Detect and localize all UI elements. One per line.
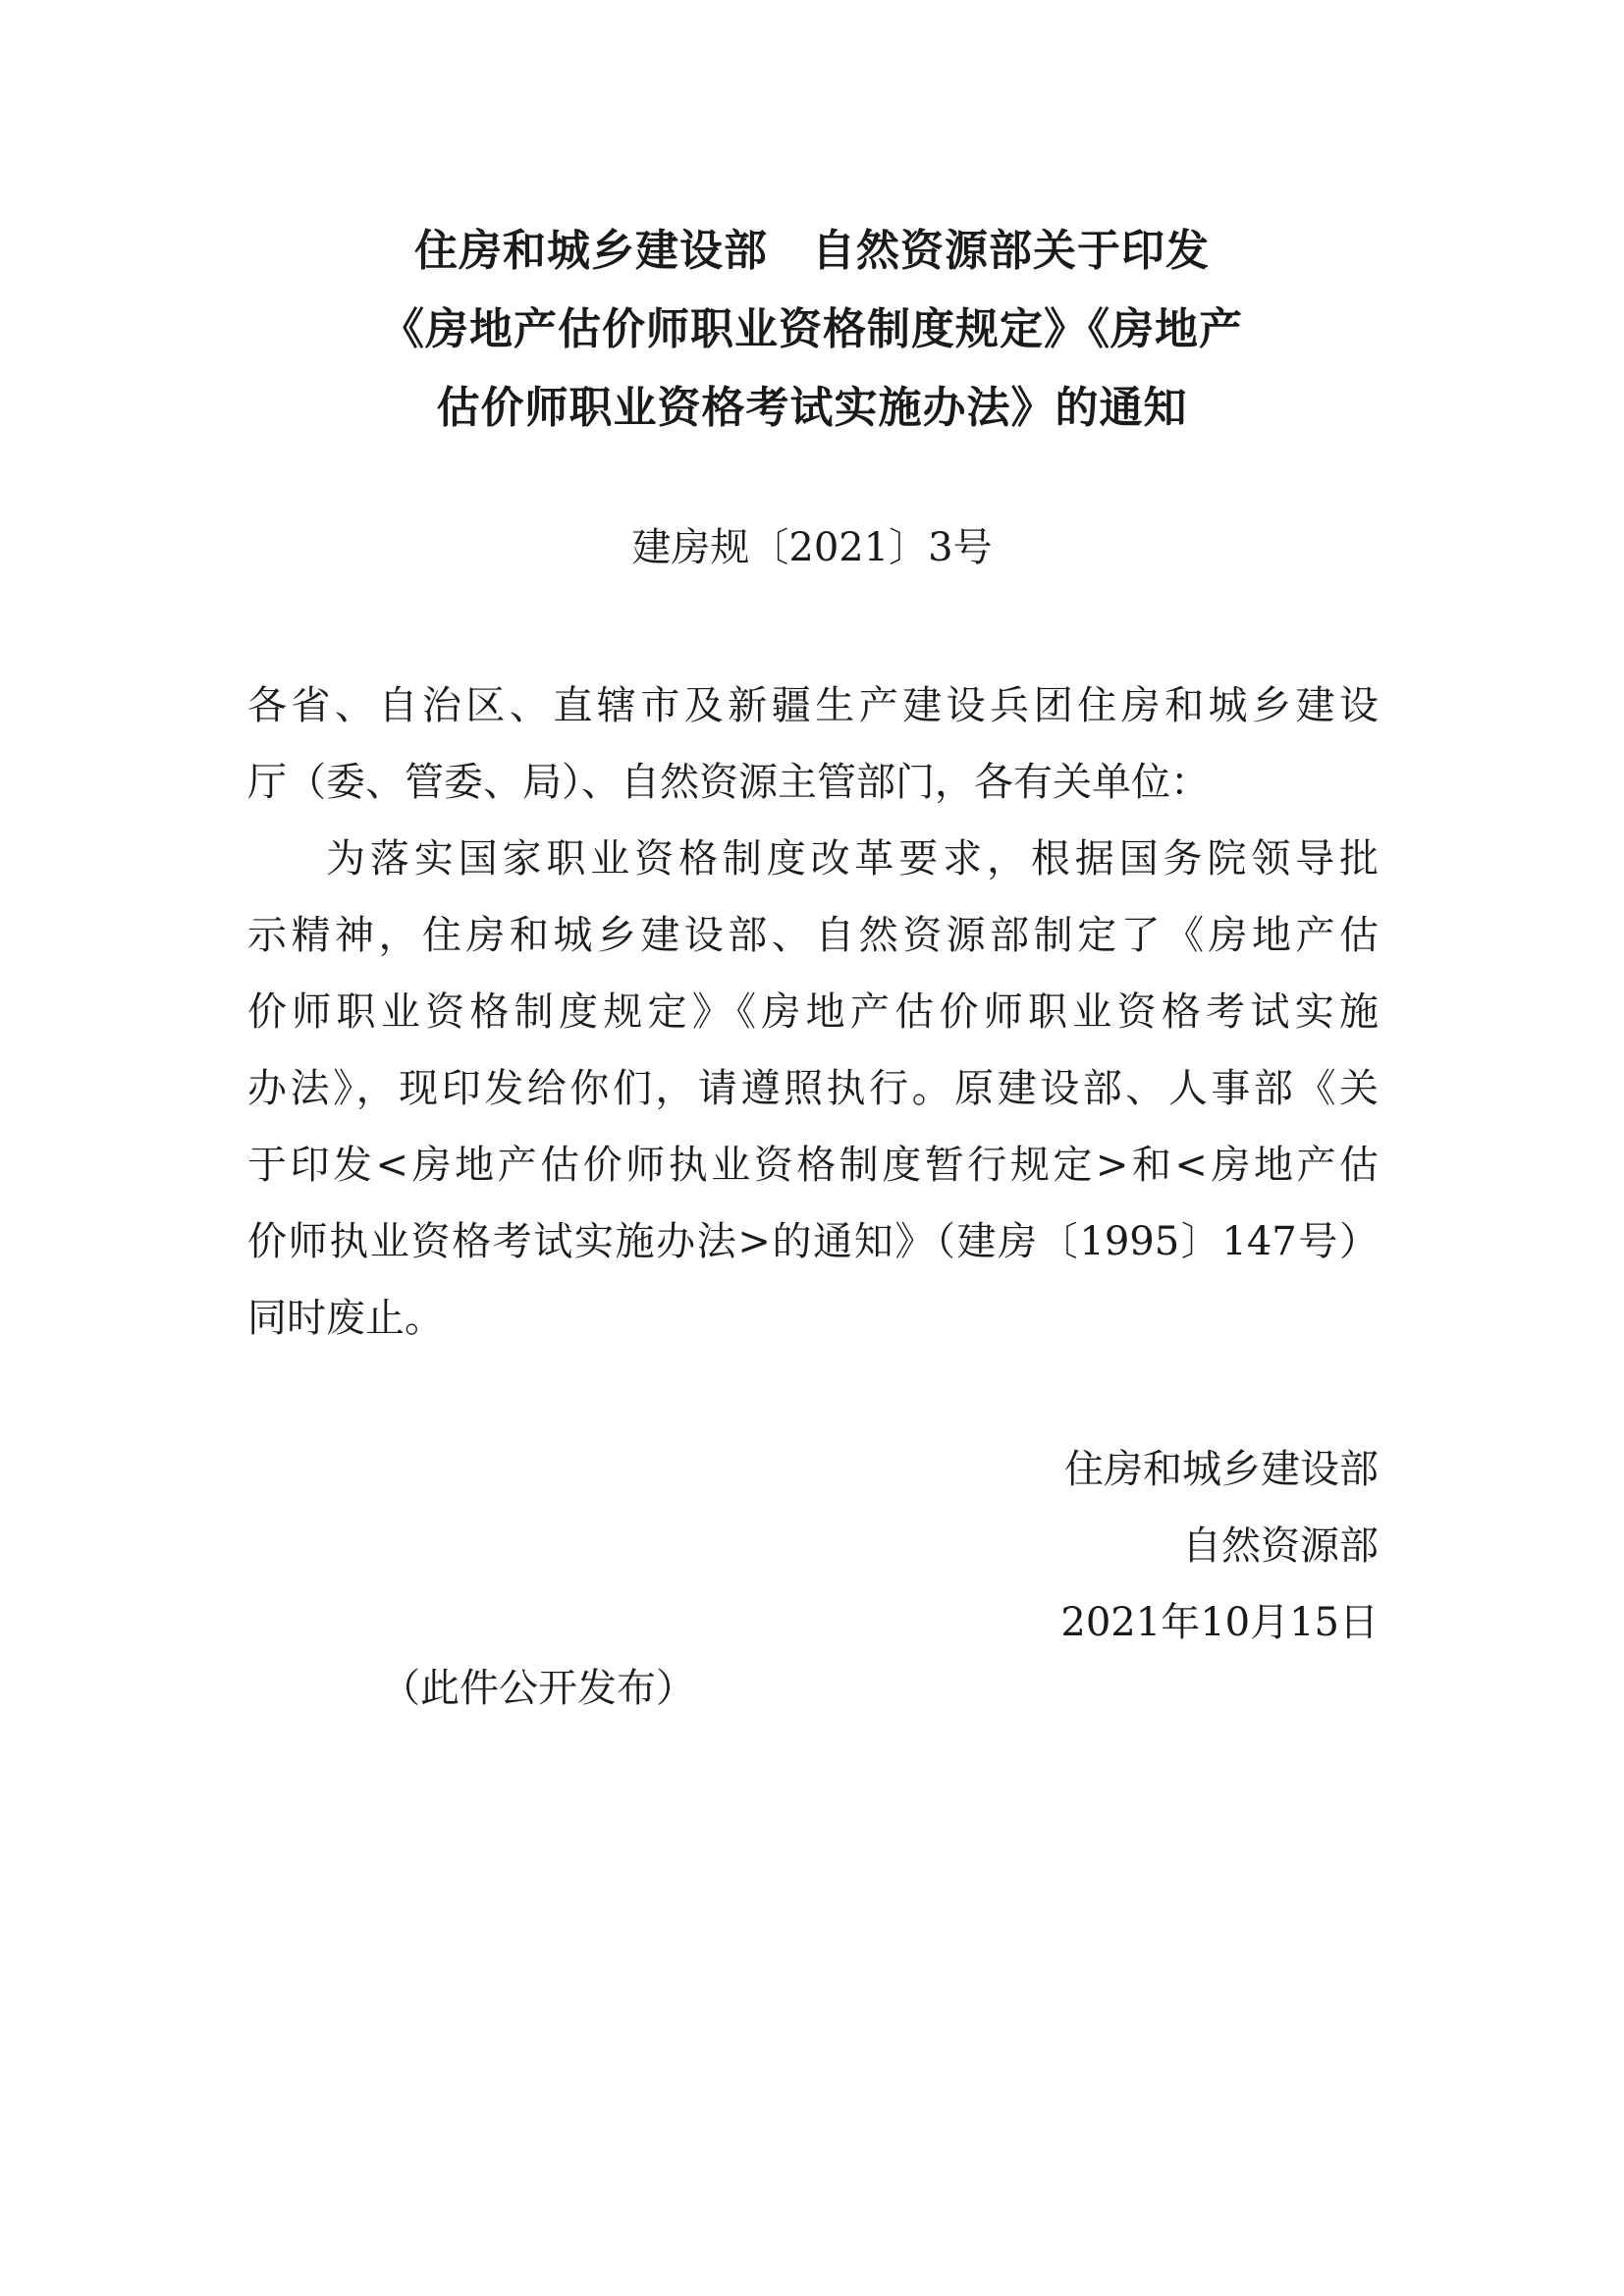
title-line-3: 估价师职业资格考试实施办法》的通知 — [436, 383, 1188, 433]
signature-org-housing: 住房和城乡建设部 — [1064, 1447, 1379, 1492]
body-line-4: 办法》，现印发给你们，请遵照执行。原建设部、人事部《关 — [247, 1066, 1379, 1111]
body-line-5: 于印发<房地产估价师执业资格制度暂行规定>和<房地产估 — [247, 1143, 1379, 1188]
recipient-block — [247, 667, 1379, 821]
body-paragraph — [247, 821, 1379, 1357]
signature-block — [1060, 1431, 1379, 1661]
signature-org-natural-resources: 自然资源部 — [1182, 1523, 1379, 1569]
signature-date: 2021年10月15日 — [1060, 1600, 1379, 1645]
recipient-line-2: 厅（委、管委、局）、自然资源主管部门，各有关单位： — [247, 760, 1210, 805]
body-line-3: 价师职业资格制度规定》《房地产估价师职业资格考试实施 — [247, 989, 1379, 1035]
document-number: 建房规〔2021〕3号 — [631, 525, 993, 570]
body-line-7: 同时废止。 — [247, 1296, 444, 1341]
body-line-6: 价师执业资格考试实施办法>的通知》（建房〔1995〕147号） — [247, 1219, 1379, 1264]
recipient-line-1: 各省、自治区、直辖市及新疆生产建设兵团住房和城乡建设 — [247, 683, 1379, 728]
body-line-1: 为落实国家职业资格制度改革要求，根据国务院领导批 — [326, 836, 1379, 881]
title-line-1: 住房和城乡建设部 自然资源部关于印发 — [414, 226, 1210, 276]
public-release-note: （此件公开发布） — [381, 1666, 695, 1711]
document-title — [245, 212, 1379, 448]
title-line-2: 《房地产估价师职业资格制度规定》《房地产 — [381, 304, 1243, 354]
body-line-2: 示精神，住房和城乡建设部、自然资源部制定了《房地产估 — [247, 913, 1379, 958]
